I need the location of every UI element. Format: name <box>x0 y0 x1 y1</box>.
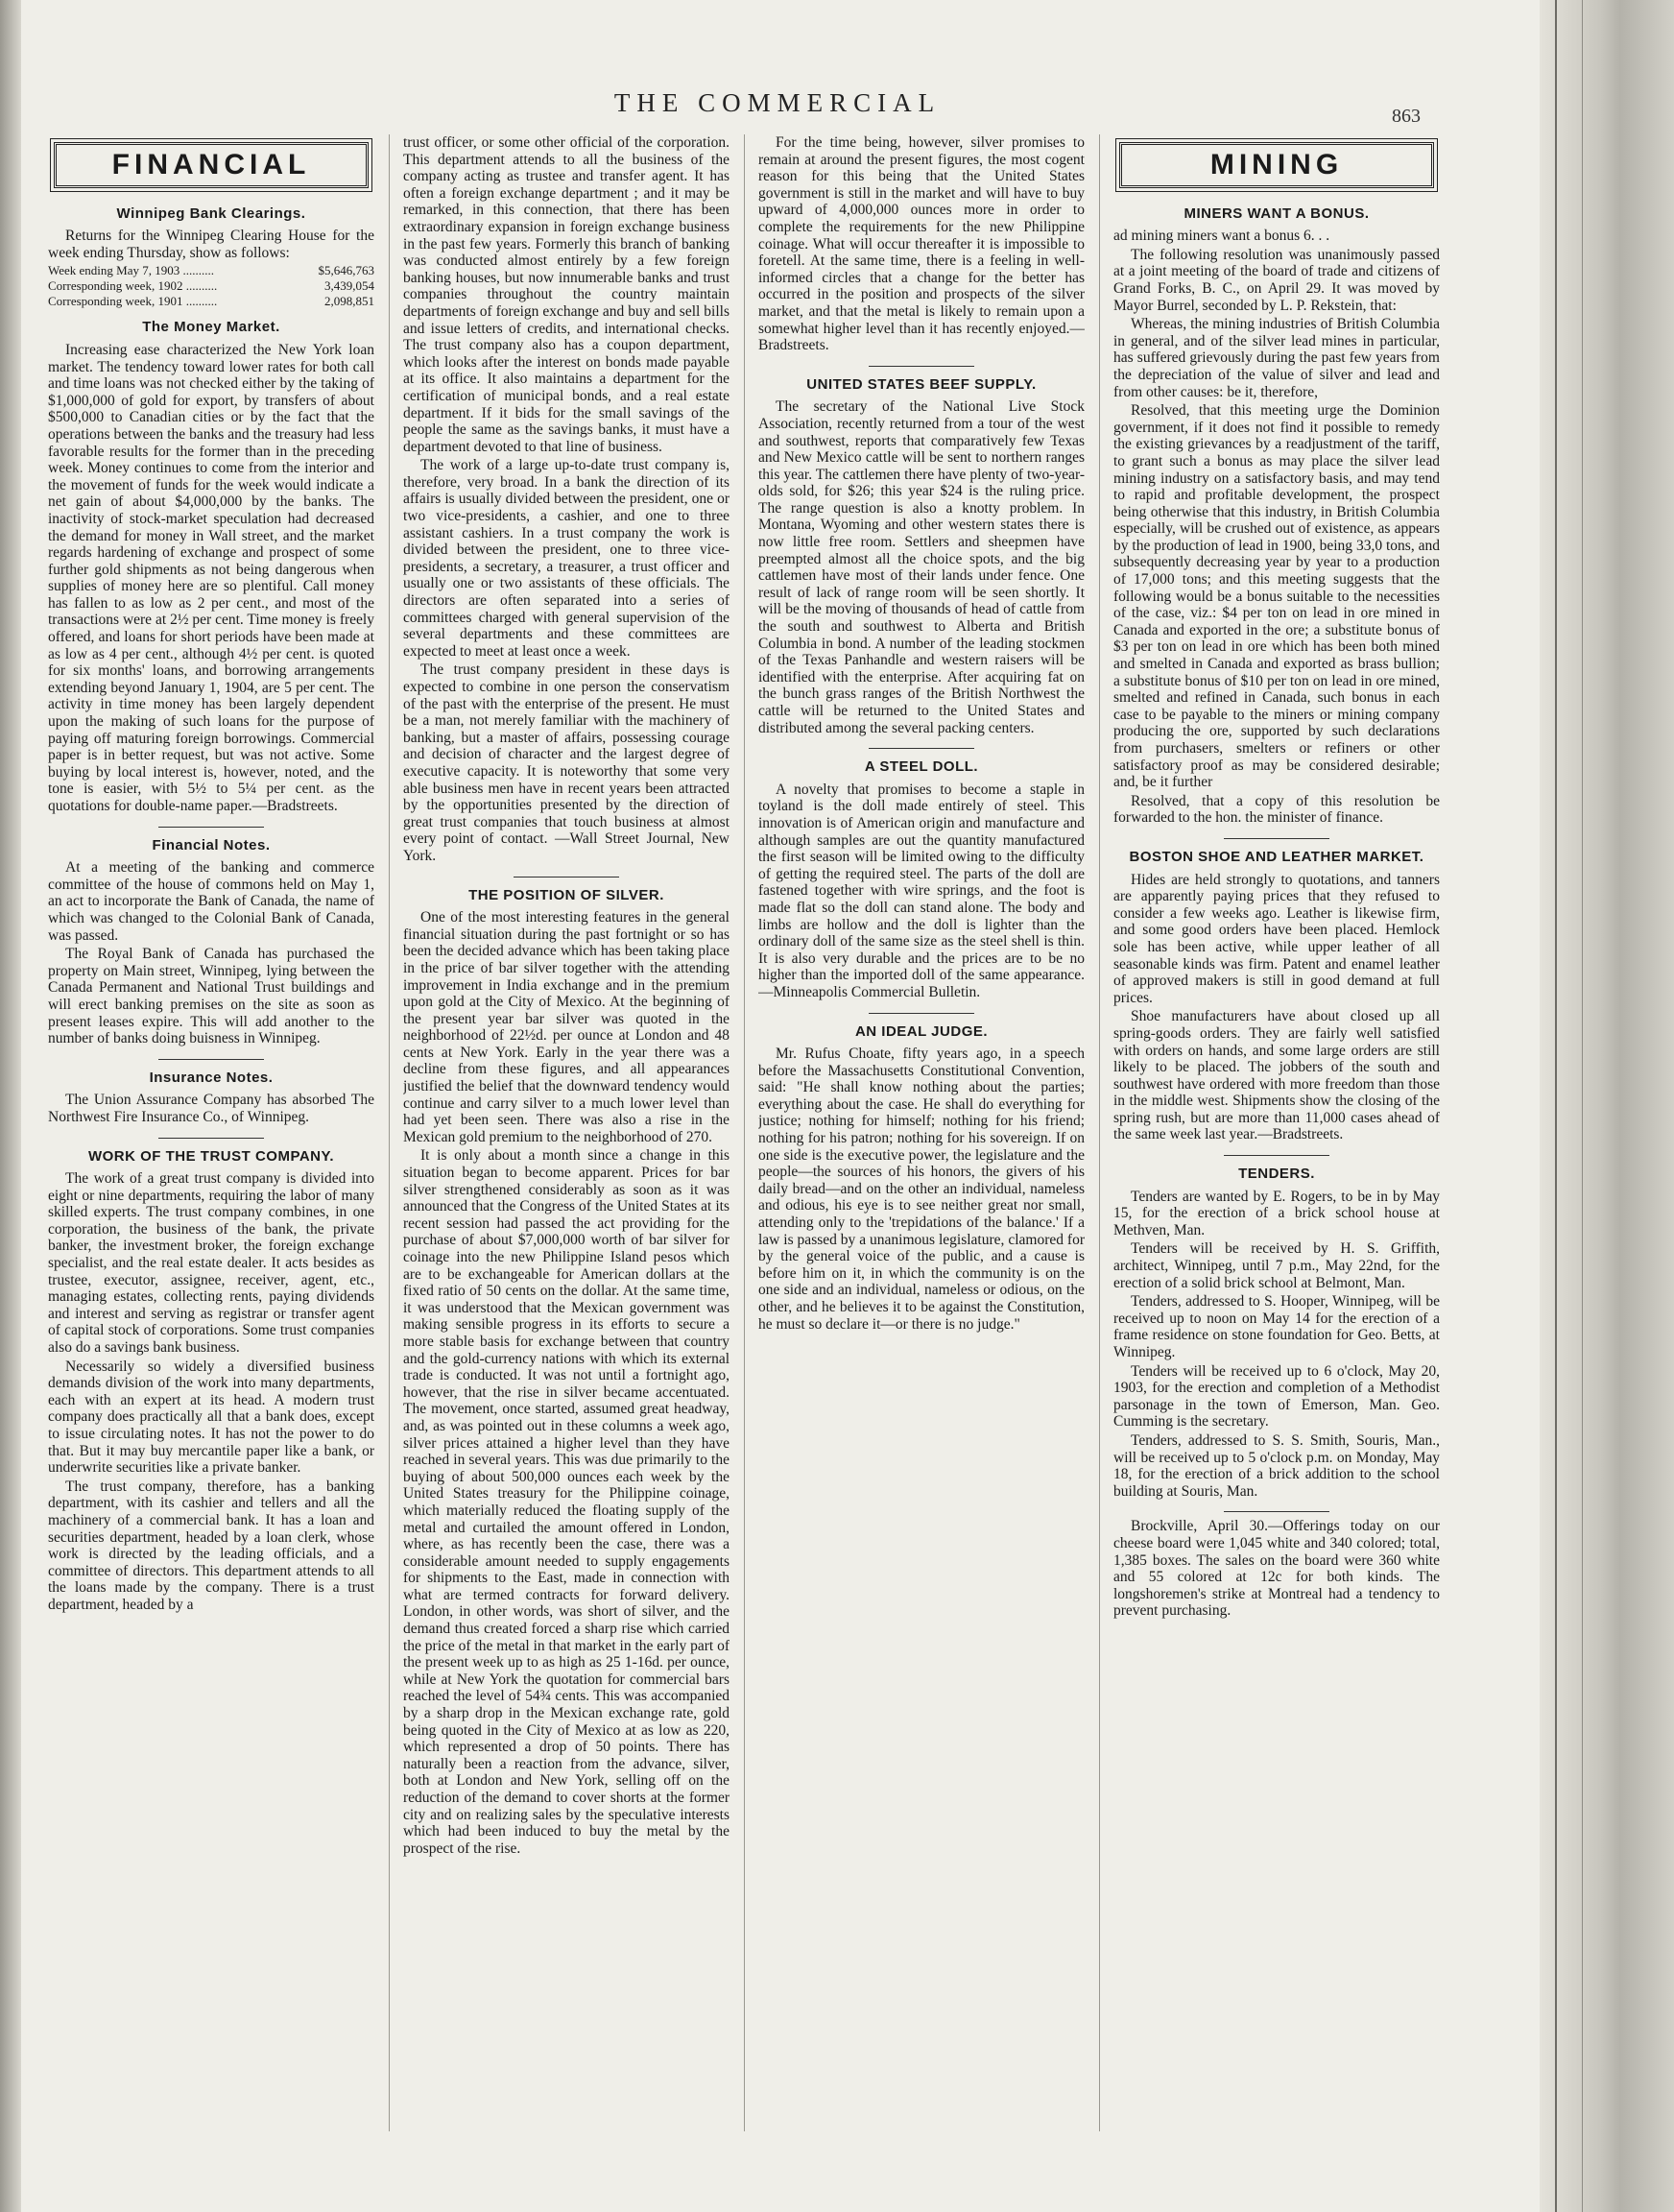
miners-bonus-paragraph: ad mining miners want a bonus 6. . . <box>1113 228 1330 245</box>
tenders-paragraph: Tenders will be received by H. S. Griffith, architect, Winnipeg, until 7 p.m., May 22nd, for the erection of a solid brick school at Belmont, Man. <box>1113 1240 1440 1291</box>
money-market-title: The Money Market. <box>142 319 280 336</box>
column-3 <box>758 134 1085 2151</box>
financial-section-heading: FINANCIAL <box>54 142 369 188</box>
trust-company-paragraph: trust officer, or some other official of the corporation. This department attends to all the business of the company acting as trustee and transfer agent. It has often a foreign exchange department ; and it may be remarked, in this connection, that there has been extraordinary expansion in foreign exchange business in the past few years. Formerly this branch of banking was conducted almost entirely by a few foreign banking houses, but now innumerable banks and trust companies throughout the country maintain departments of foreign exchange and buy and sell bills and issue letters of credits, and international checks. The trust company also has a coupon department, which looks after the interest on bonds made payable at its office. It also maintains a department for the certification of municipal bonds, and a real estate department. If it bids for the small savings of the people the same as the savings banks, it must have a department devoted to that line of business. <box>403 134 729 455</box>
financial-notes-paragraph: The Royal Bank of Canada has purchased the property on Main street, Winnipeg, lying between the Canada Permanent and National Trust buildings and will erect banking premises on the site as soon as present leases expire. This will add another to the number of banks doing buisness in Winnipeg. <box>48 946 374 1047</box>
trust-company-paragraph: The work of a large up-to-date trust company is, therefore, very broad. In a bank the direction of its affairs is usually divided between the president, one or two vice-presidents, a cashier, and one to three assistant cashiers. In a trust company the work is divided between the president, one to three vice-presidents, a secretary, a treasurer, a trust officer and usually one or two assistants of these officials. The directors are often separated into a series of committees charged with general supervision of the several departments and these committees are expected to meet at least once a week. <box>403 457 729 660</box>
tenders-paragraph: Tenders will be received up to 6 o'clock, May 20, 1903, for the erection and completion of a Methodist parsonage in the town of Emerson, Man. Geo. Cumming is the secretary. <box>1113 1362 1440 1431</box>
shoe-leather-title: BOSTON SHOE AND LEATHER MARKET. <box>1129 848 1424 865</box>
divider <box>869 366 974 367</box>
miners-bonus-title: MINERS WANT A BONUS. <box>1184 204 1370 222</box>
bank-clearings-title: Winnipeg Bank Clearings. <box>116 204 306 222</box>
divider <box>158 1138 264 1139</box>
tenders-title: TENDERS. <box>1238 1166 1315 1183</box>
right-page-edge <box>1540 0 1674 2212</box>
mining-section-heading: MINING <box>1119 142 1434 188</box>
miners-bonus-paragraph: The following resolution was unanimously passed at a joint meeting of the board of trade and citizens of Grand Forks, B. C., on April 29. It was moved by Mayor Burrel, seconded by L. P. Rekstein, that: <box>1113 246 1440 314</box>
steel-doll-body: A novelty that promises to become a staple in toyland is the doll made entirely of steel. This innovation is of American origin and manufacture and although samples are out the quantity manufactured the first season will be limited owing to the difficulty of getting the required steel. The parts of the doll are fastened together with wire springs, and the foot is made flat so the doll can stand alone. The body and limbs are hollow and the doll is lighter than the ordinary doll of the same size as the steel shell is thin. It is also very durable and the prices are to be no higher than the imported doll of the same appearance. —Minneapolis Commercial Bulletin. <box>758 781 1085 1000</box>
trust-company-title: WORK OF THE TRUST COMPANY. <box>87 1147 335 1165</box>
tenders-paragraph: Tenders, addressed to S. S. Smith, Souris, Man., will be received up to 5 o'clock p.m. on Monday, May 18, for the erection of a brick addition to the school building at Souris, Man. <box>1113 1431 1440 1500</box>
miners-bonus-paragraph: Whereas, the mining industries of British Columbia in general, and of the silver lead mines in particular, has suffered grievously during the past few years from the depreciation of the value of silver and lead and from other causes: be it, therefore, <box>1113 316 1440 400</box>
column-rule <box>1099 134 1100 2131</box>
trust-company-paragraph: The work of a great trust company is divided into eight or nine departments, requiring the labor of many skilled experts. The trust company combines, in one corporation, the business of the bank, the private banker, the investment broker, the foreign exchange specialist, and the real estate dealer. It acts besides as trustee, executor, assignee, receiver, agent, etc., managing estates, collecting rents, paying dividends and interest and serving as registrar or transfer agent of capital stock of corporations. Some trust companies also do a savings bank business. <box>48 1170 374 1357</box>
beef-supply-body: The secretary of the National Live Stock Association, recently returned from a tour of the west and southwest, reports that comparatively few Texas and New Mexico cattle will be sent to northern ranges this year. The cattlemen there have plenty of two-year-olds sold, for $26; this year $24 is the ruling price. The range question is also a knotty problem. In Montana, Wyoming and other western states there is now little free room. Settlers and sheepmen have preempted almost all the choice spots, and the big cattlemen have most of their lands under fence. One result of lack of range room will be seen shortly. It will be the moving of thousands of head of cattle from the south and southwest to Alberta and British Columbia in bond. A number of the leading stockmen of the Texas Panhandle and western raisers will be identified with the enterprise. After acquiring fat on the bunch grass ranges of the British Northwest the cattle will be returned to the United States and distributed among the several packing centers. <box>758 398 1085 736</box>
trust-company-paragraph: The trust company president in these days is expected to combine in one person the conservatism of the past with the enterprise of the present. He must be a man, not merely familiar with the machinery of banking, but a master of affairs, possessing courage and decision of character and the largest degree of executive capacity. It is noteworthy that some very able business men have in recent years been attracted by the opportunities presented by the direction of great trust companies that touch business at almost every point of contact. —Wall Street Journal, New York. <box>403 661 729 864</box>
trust-company-paragraph: Necessarily so widely a diversified business demands division of the work into many departments, each with an expert at its head. A modern trust company does practically all that a bank does, except to issue circulating notes. It has not the power to do that. But it may buy mercantile paper like a bank, or underwrite securities like a private banker. <box>48 1358 374 1477</box>
divider <box>1224 1155 1329 1156</box>
brockville-cheese-report: Brockville, April 30.—Offerings today on our cheese board were 1,045 white and 340 colored; total, 1,385 boxes. The sales on the board were 360 white and 55 colored at 12c for both kinds. The longshoremen's strike at Montreal had a tendency to prevent purchasing. <box>1113 1518 1440 1620</box>
trust-company-paragraph: The trust company, therefore, has a banking department, with its cashier and tellers and all the machinery of a commercial bank. It has a loan and securities department, headed by a loan clerk, whose work is directed by the leading officials, and a committee of directors. This department attends to all the loans made by the company. There is a trust department, headed by a <box>48 1478 374 1613</box>
miners-bonus-paragraph: Resolved, that this meeting urge the Dominion government, if it does not find it possible to remedy the existing grievances by a readjustment of the tariff, to grant such a bonus as may place the silver lead mining industry on a satisfactory basis, and may tend to rapid and profitable development, the prospect being otherwise that this industry, in British Columbia especially, will be crushed out of existence, as appears by the production of lead in 1900, being 33,0 tons, and subsequently decreasing year by year to a production of 17,000 tons; and this meeting suggests that the following would be a bonus suitable to the necessities of the case, viz.: $4 per ton on lead in ore mined in Canada and exported in the ore; a substitute bonus of $3 per ton on lead in ore which has been both mined and smelted in Canada and exported as brass bullion; a substitute bonus of $10 per ton on lead in ore mined, smelted and refined in Canada, such bonus in each case to be payable to the miners or mining company producing the ore, supported by such declarations from purchasers, smelters or refiners or other satisfactory proof as may be considered desirable; and, be it further <box>1113 402 1440 791</box>
divider <box>514 877 619 878</box>
binding-line <box>1555 0 1557 2212</box>
column-rule <box>744 134 745 2131</box>
miners-bonus-paragraph: Resolved, that a copy of this resolution be forwarded to the hon. the minister of finance. <box>1113 792 1440 827</box>
clearings-row: Corresponding week, 1902 .......... 3,439,054 <box>48 278 374 294</box>
tenders-paragraph: Tenders are wanted by E. Rogers, to be in by May 15, for the erection of a brick school house at Methven, Man. <box>1113 1188 1440 1238</box>
financial-notes-title: Financial Notes. <box>152 836 271 854</box>
page-number: 863 <box>1392 106 1421 127</box>
steel-doll-title: A STEEL DOLL. <box>864 758 979 776</box>
divider <box>1224 1511 1329 1512</box>
divider <box>869 1013 974 1014</box>
bank-clearings-intro: Returns for the Winnipeg Clearing House for the week ending Thursday, show as follows: <box>48 228 374 261</box>
divider <box>869 748 974 749</box>
ideal-judge-title: AN IDEAL JUDGE. <box>854 1022 989 1040</box>
shoe-leather-paragraph: Hides are held strongly to quotations, and tanners are apparently paying prices that they refused to consider a few weeks ago. Leather is likewise firm, and some good orders have been placed. Hemlock sole has been active, while upper leather of all seasonable kinds was firm. Patent and enamel leather of approved makers is still in good demand at full prices. <box>1113 871 1440 1006</box>
insurance-notes-body: The Union Assurance Company has absorbed The Northwest Fire Insurance Co., of Winnipeg. <box>48 1092 374 1125</box>
divider <box>158 827 264 828</box>
column-2 <box>403 134 729 2151</box>
silver-title: THE POSITION OF SILVER. <box>468 886 664 903</box>
left-page-edge <box>0 0 21 2212</box>
ideal-judge-body: Mr. Rufus Choate, fifty years ago, in a speech before the Massachusetts Constitutional Convention, said: "He shall know nothing about the parties; everything about the case. He shall do everything for justice; nothing for himself; nothing for his friend; nothing for his patron; nothing for his sovereign. If on one side is the executive power, the legislature and the people—the sources of his honors, the givers of his daily bread—and on the other an individual, nameless and odious, his eye is to see neither great nor small, attending only to the 'trepidations of the balance.' If a law is passed by a unanimous legislature, clamored for by the general voice of the public, and a cause is before him on it, in which the community is on the one side and an individual, nameless or odious, on the other, and he believes it to be against the Constitution, he must so declare it—or there is no judge." <box>758 1046 1085 1333</box>
masthead: THE COMMERCIAL <box>613 88 942 117</box>
silver-paragraph: It is only about a month since a change in this situation began to become apparent. Prices for bar silver strengthened considerably as soon as it was announced that the Congress of the United States at its recent session had passed the act providing for the purchase of about $7,000,000 worth of bar silver for coinage into the new Philippine Island pesos which are to be exchangeable for American dollars at the fixed ratio of 50 cents on the dollar. At the same time, it was understood that the Mexican government was making sensible progress in its efforts to secure a more stable basis for exchange between that country and the gold-currency nations with which its external trade is conducted. It was not until a fortnight ago, however, that the rise in silver became accentuated. The movement, once started, assumed great headway, and, as was pointed out in these columns a week ago, silver prices attained a higher level than they have reached in several years. This was due primarily to the buying of about 500,000 ounces each week by the United States treasury for the Philippine coinage, which materially reduced the floating supply of the metal and curtailed the amount offered in London, where, as has recently been the case, there was a considerable amount needed to supply engagements for shipments to the East, made in connection with what are termed contracts for forward delivery. London, in other words, was short of silver, and the demand thus created forced a sharp rise which carried the price of the metal in that market in the early part of the present week up to as high as 25 1-16d. per ounce, while at New York the quotation for commercial bars reached the level of 54¾ cents. This was accompanied by a sharp drop in the Mexican exchange rate, gold being quoted in the City of Mexico at as low as 220, which represented a drop of 50 points. There has naturally been a reaction from the advance, silver, both at London and New York, selling off on the reduction of the demand to cover shorts at the former city and on realizing sales by the speculative interests which had been induced to buy the metal by the prospect of the rise. <box>403 1147 729 1857</box>
silver-paragraph: One of the most interesting features in the general financial situation during the past fortnight or so has been the decided advance which has been taking place in the price of bar silver together with the attending improvement in India exchange and in the premium upon gold at the City of Mexico. At the beginning of the present year bar silver was quoted in the neighborhood of 22½d. per ounce at London and 48 cents at New York. Early in the year there was a decline from these figures, and all appearances justified the belief that the downward tendency would continue and carry silver to a much lower level than had yet been seen. There was also a rise in the Mexican gold premium to the neighborhood of 270. <box>403 909 729 1145</box>
tenders-paragraph: Tenders, addressed to S. Hooper, Winnipeg, will be received up to noon on May 14 for the erection of a frame residence on stone foundation for Geo. Betts, at Winnipeg. <box>1113 1293 1440 1360</box>
beef-supply-title: UNITED STATES BEEF SUPPLY. <box>806 375 1037 393</box>
column-rule <box>389 134 390 2131</box>
column-1 <box>48 134 374 2151</box>
silver-paragraph: For the time being, however, silver promises to remain at around the present figures, the most cogent reason for this being that the United States government is still in the market and will have to buy upward of 4,000,000 ounces more in order to complete the requirements for the new Philippine coinage. What will occur thereafter it is impossible to foretell. At the same time, there is a feeling in well-informed circles that a change for the better has occurred in the position and prospects of the silver market, and that the metal is likely to remain upon a somewhat higher level than it has recently enjoyed.—Bradstreets. <box>758 134 1085 354</box>
clearings-row: Week ending May 7, 1903 .......... $5,646,763 <box>48 263 374 278</box>
shoe-leather-paragraph: Shoe manufacturers have about closed up all spring-goods orders. They are fairly well satisfied with orders on hands, and some large orders are still likely to be placed. The jobbers of the south and southwest have ordered with more freedom than those in the middle west. Shipments show the closing of the spring rush, but are more than 11,000 cases ahead of the same week last year.—Bradstreets. <box>1113 1008 1440 1143</box>
insurance-notes-title: Insurance Notes. <box>149 1069 274 1086</box>
money-market-body: Increasing ease characterized the New York loan market. The tendency toward lower rates for both call and time loans was not checked either by the taking of $1,000,000 of gold for export, by transfers of about $500,000 to Canadian cities or by the fact that the operations between the banks and the treasury had less favorable results for the former than in the preceding week. Money continues to come from the interior and the movement of funds for the week would indicate a net gain of about $4,000,000 by the banks. The inactivity of stock-market speculation had decreased the demand for money in Wall street, and the market regards hardening of exchange and prospect of some further gold shipments as not being dangerous when supplies of money here are so plentiful. Call money has fallen to as low as 2 per cent., and most of the transactions were at 2½ per cent. Time money is freely offered, and loans for short periods have been made at as low as 4 per cent., although 4½ per cent. is quoted for six months' loans, and borrowing arrangements extending beyond January 1, 1904, are 5 per cent. The activity in time money has been largely dependent upon the making of such loans for the purpose of paying off maturing foreign borrowings. Commercial paper is in better request, but was not active. Some buying by local interest is, however, noted, and the tone is easier, with 5½ to 5¼ per cent. as the quotations for double-name paper.—Bradstreets. <box>48 341 374 814</box>
financial-notes-paragraph: At a meeting of the banking and commerce committee of the house of commons held on May 1, an act to incorporate the Bank of Canada, the name of which was changed to the Colonial Bank of Canada, was passed. <box>48 859 374 944</box>
clearings-table <box>48 263 374 309</box>
column-4 <box>1113 134 1440 2151</box>
clearings-row: Corresponding week, 1901 .......... 2,098,851 <box>48 294 374 309</box>
divider <box>1224 838 1329 839</box>
binding-line-secondary <box>1582 0 1583 2212</box>
divider <box>158 1059 264 1060</box>
